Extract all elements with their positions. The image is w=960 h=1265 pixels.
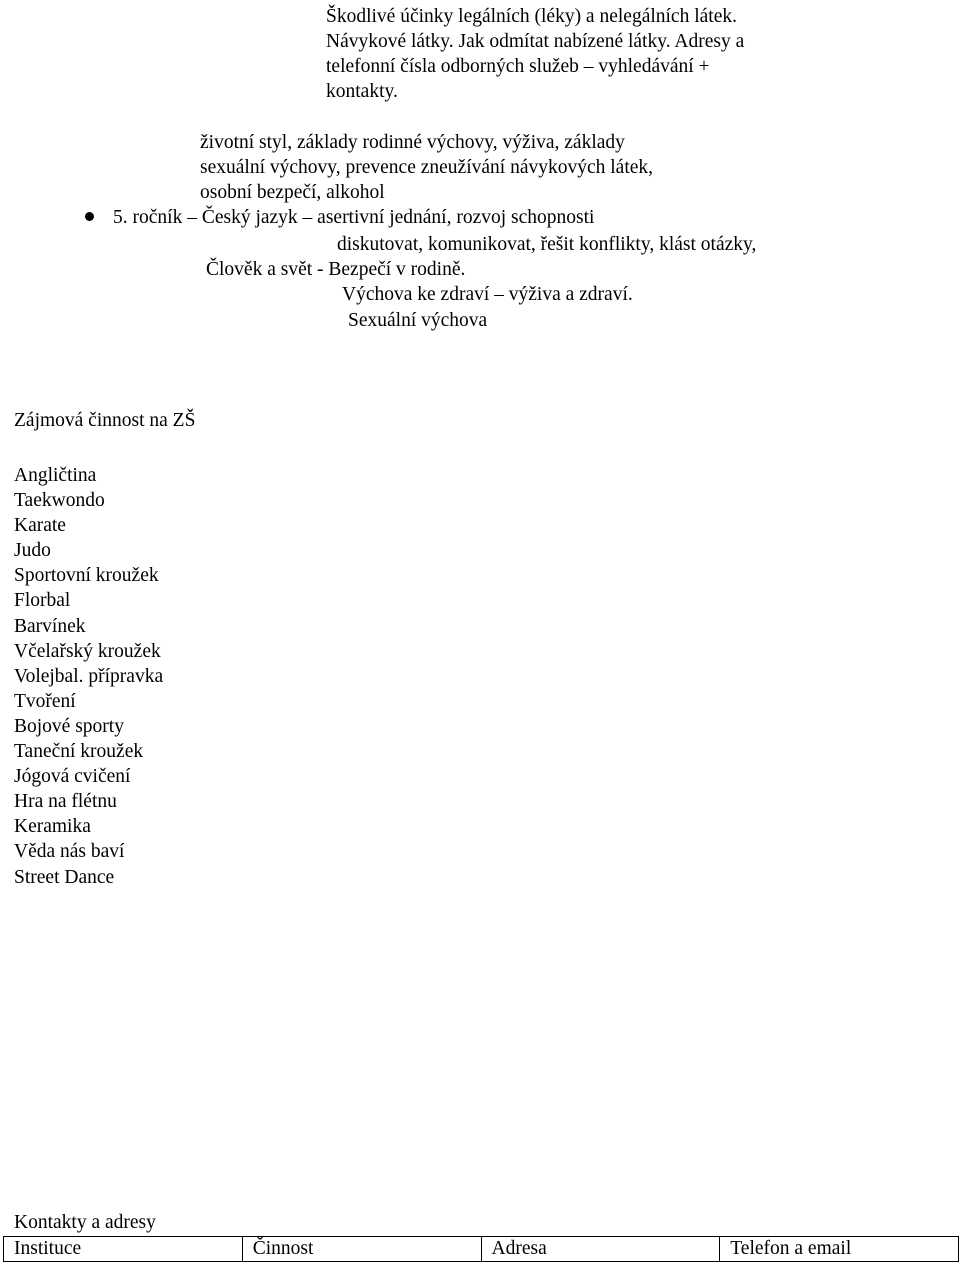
text-line: Návykové látky. Jak odmítat nabízené látky. Adresy a [326,31,745,52]
text-line: životní styl, základy rodinné výchovy, výživa, základy [200,132,625,153]
list-item: Taekwondo [14,490,105,512]
column-header-institution: Instituce [4,1237,243,1262]
text-line: kontakty. [326,81,398,102]
list-item: Volejbal. přípravka [14,665,164,687]
grade5-line: diskutovat, komunikovat, řešit konflikty, klást otázky, [337,234,757,255]
grade5-line: 5. ročník – Český jazyk – asertivní jednání, rozvoj schopnosti [113,207,595,228]
list-item: Street Dance [14,866,115,888]
list-item: Jógová cvičení [14,766,131,788]
grade5-line: Sexuální výchova [348,310,488,331]
list-item: Florbal [14,590,71,612]
contacts-heading: Kontakty a adresy [14,1212,156,1233]
list-item: Angličtina [14,465,97,486]
text-line: osobní bezpečí, alkohol [200,182,385,203]
activities-heading: Zájmová činnost na ZŠ [14,410,196,431]
list-item: Keramika [14,816,91,838]
list-item: Hra na flétnu [14,791,117,813]
bullet-icon [85,212,94,221]
text-line: sexuální výchovy, prevence zneužívání návykových látek, [200,157,654,178]
text-line: telefonní čísla odborných služeb – vyhledávání + [326,56,710,77]
column-header-address: Adresa [481,1237,720,1262]
list-item: Judo [14,540,51,562]
grade5-line: Člověk a svět - Bezpečí v rodině. [206,259,466,280]
list-item: Taneční kroužek [14,741,144,763]
contacts-table [3,1236,959,1262]
activities-list [14,463,163,890]
table-header-row [4,1237,959,1262]
list-item: Karate [14,515,66,537]
column-header-phone-email: Telefon a email [720,1237,959,1262]
grade5-line: Výchova ke zdraví – výživa a zdraví. [342,284,633,305]
list-item: Včelařský kroužek [14,640,161,662]
column-header-activity: Činnost [242,1237,481,1262]
text-line: Škodlivé účinky legálních (léky) a nelegálních látek. [326,6,737,27]
list-item: Bojové sporty [14,715,124,737]
list-item: Barvínek [14,615,86,637]
list-item: Tvoření [14,690,76,712]
list-item: Věda nás baví [14,841,125,863]
list-item: Sportovní kroužek [14,565,159,587]
